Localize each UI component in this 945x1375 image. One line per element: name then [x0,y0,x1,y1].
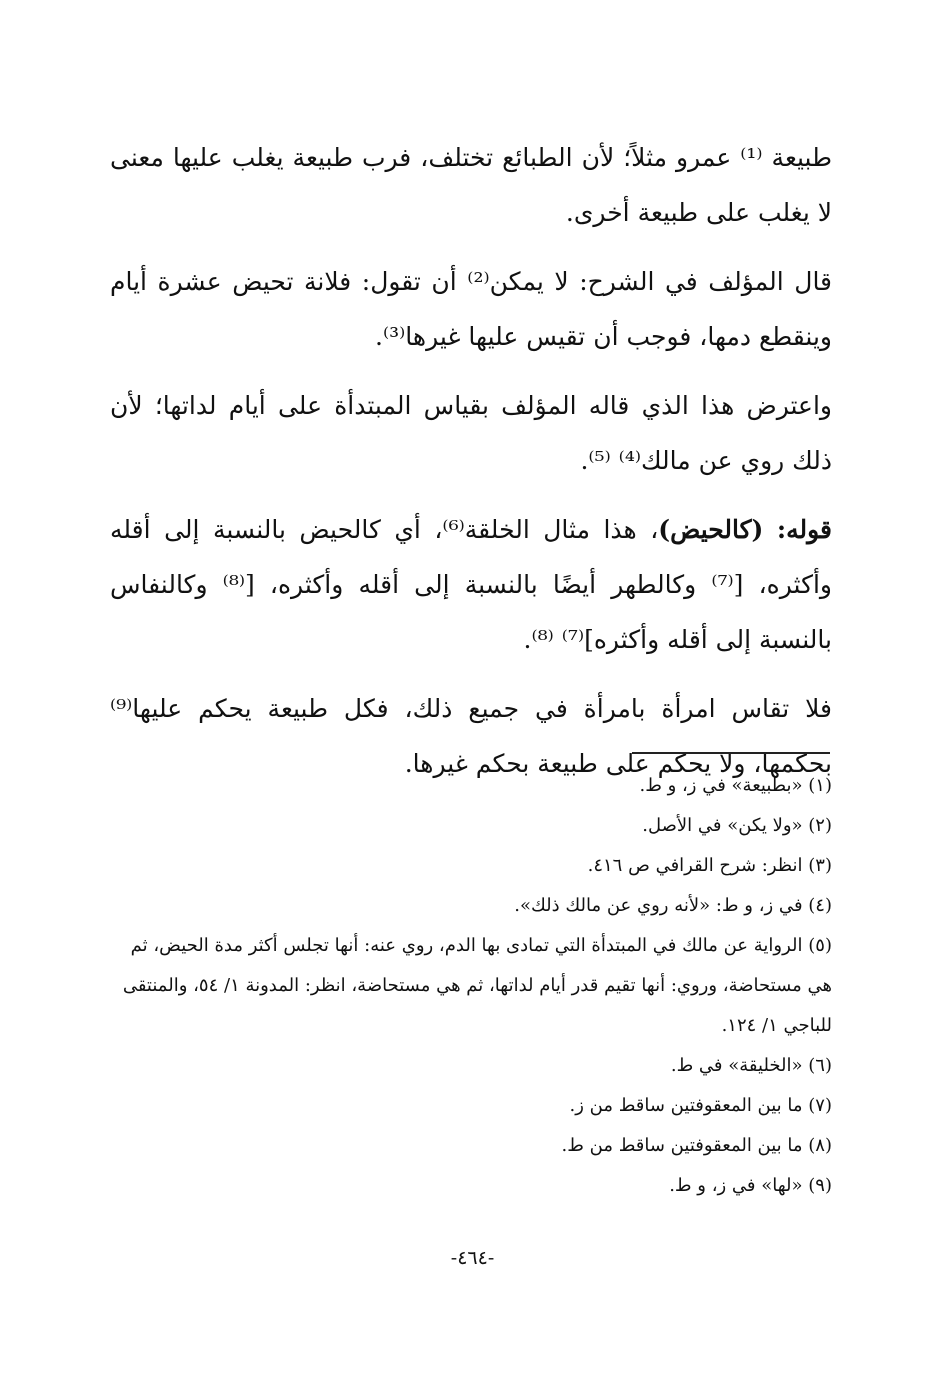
footnote-2: (٢) «ولا يكن» في الأصل. [642,815,832,836]
paragraph-4 [110,502,832,667]
page-number: -٤٦٤- [450,1247,495,1269]
footnote-8: (٨) ما بين المعقوفتين ساقط من ط. [561,1135,832,1156]
paragraph-4-rest: ، هذا مثال الخلقة⁽⁶⁾، أي كالحيض بالنسبة إلى أقله وأكثره، [⁽⁷⁾ وكالطهر أيضًا بالنسبة إلى أقله وأكثره، [⁽⁸⁾ وكالنفاس بالنسبة إلى أقله وأكثره]⁽⁷⁾ ⁽⁸⁾. [110,515,833,654]
paragraph-2: قال المؤلف في الشرح: لا يمكن⁽²⁾ أن تقول: فلانة تحيض عشرة أيام وينقطع دمها، فوجب أن تقيس عليها غيرها⁽³⁾. [110,267,833,351]
footnotes [110,766,832,1206]
footnote-4: (٤) في ز، و ط: «لأنه روي عن مالك ذلك». [514,895,832,916]
footnote-9: (٩) «لها» في ز، و ط. [669,1175,832,1196]
footnote-3: (٣) انظر: شرح القرافي ص ٤١٦. [587,855,832,876]
footnote-6: (٦) «الخليقة» في ط. [670,1055,832,1076]
paragraph-5: فلا تقاس امرأة بامرأة في جميع ذلك، فكل طبيعة يحكم عليها⁽⁹⁾ بحكمها، ولا يحكم على طبيعة بحكم غيرها. [110,694,832,778]
footnote-5: (٥) الرواية عن مالك في المبتدأة التي تمادى بها الدم، روي عنه: أنها تجلس أكثر مدة الحيض، ثم هي مستحاضة، وروي: أنها تقيم قدر أيام لداتها، ثم هي مستحاضة، انظر: المدونة ١/ ٥٤، والمنتقى للباجي ١/ ١٢٤. [122,935,832,1036]
paragraph-4-quote: (كالحيض) [658,515,764,544]
footnote-divider [632,752,830,754]
footnote-7: (٧) ما بين المعقوفتين ساقط من ز. [569,1095,832,1116]
paragraph-4-lead: قوله: [776,515,833,544]
paragraph-3: واعترض هذا الذي قاله المؤلف بقياس المبتدأة على أيام لداتها؛ لأن ذلك روي عن مالك⁽⁴⁾ ⁽⁵⁾. [110,391,832,475]
footnote-1: (١) «بطبيعة» في ز، و ط. [639,775,832,796]
paragraph-1: طبيعة ⁽¹⁾ عمرو مثلاً؛ لأن الطبائع تختلف، فرب طبيعة يغلب عليها معنى لا يغلب على طبيعة أخرى. [110,143,832,227]
main-text [110,130,832,805]
